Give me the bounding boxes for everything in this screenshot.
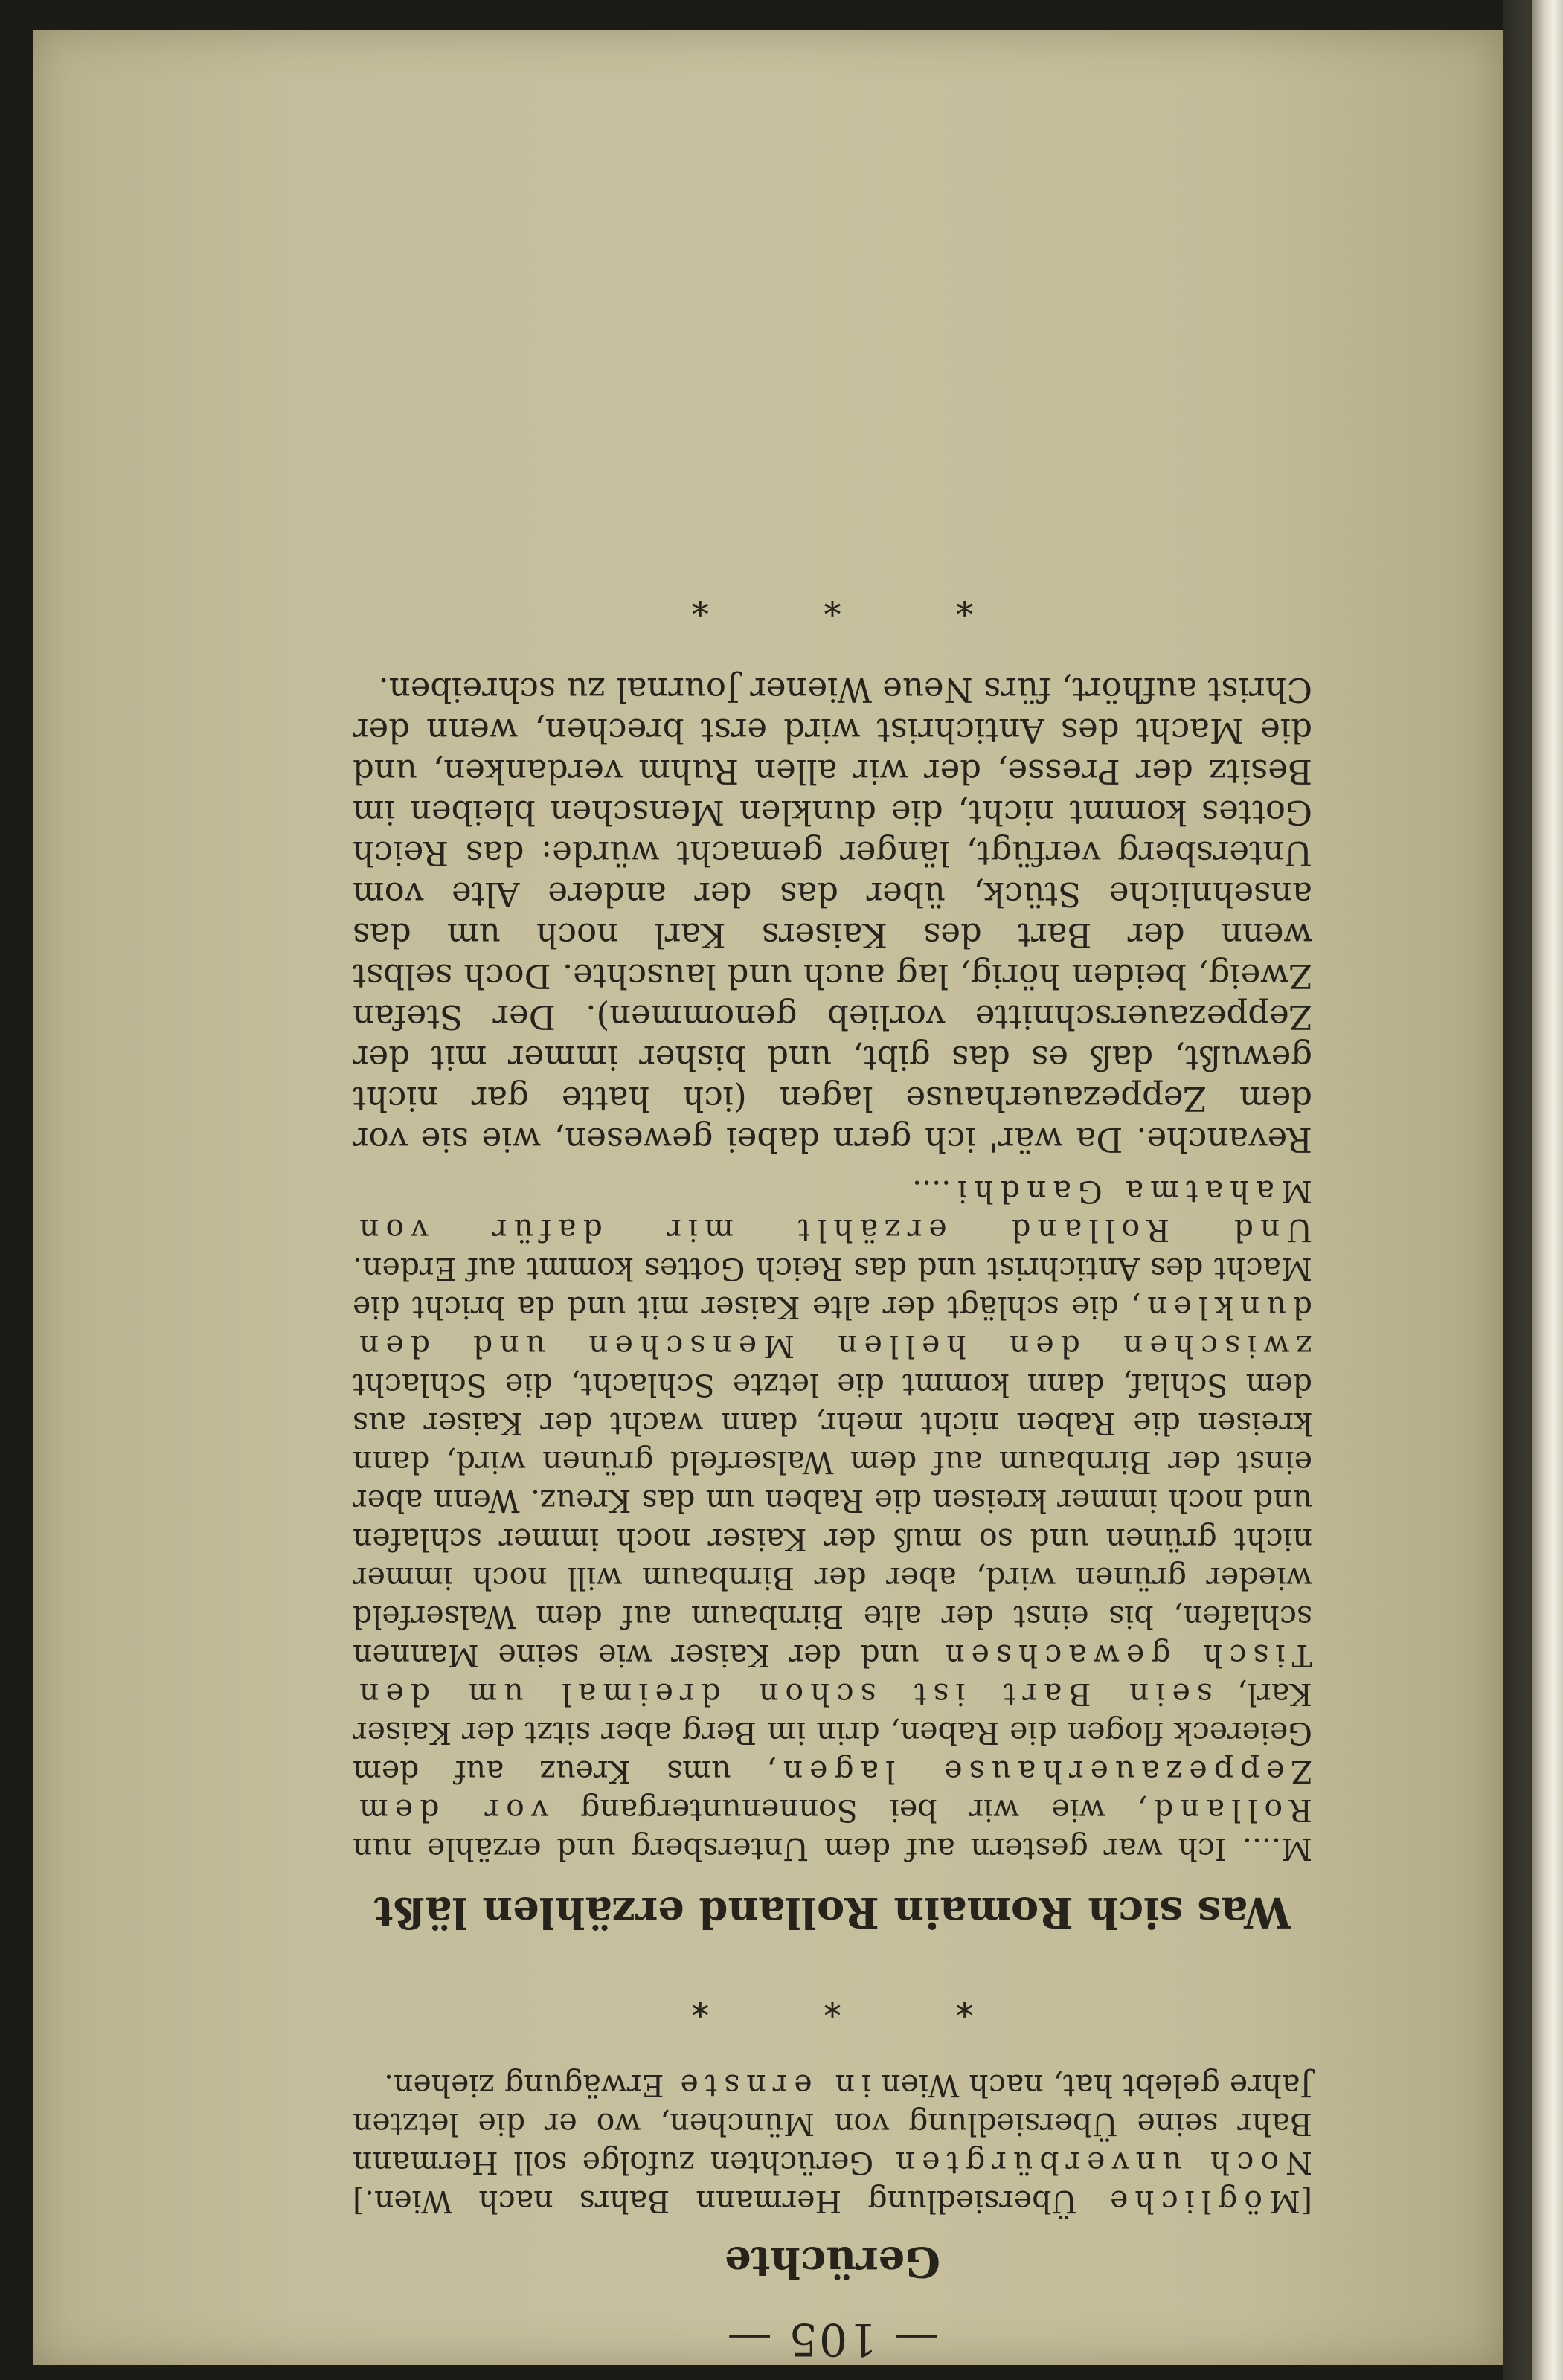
paragraph-rolland-quote (353, 1172, 1312, 1868)
spaced-text-run: Rolland (1146, 1792, 1312, 1828)
page-text-block (353, 416, 1312, 2365)
section-separator-stars: * * * (639, 1984, 974, 2024)
paragraph-revanche: Revanche. Da wär' ich gern dabei gewesen, wie sie vor dem Zeppezauerhause lagen (ich hatte gar nicht gewußt, daß es das gibt, und bisher immer mit der Zeppezauerschnitte vorlieb genommen). Der Stefan Zweig, beiden hörig, lag auch und lauschte. Doch selbst wenn der Bart des Kaisers Karl noch um das ansehnliche Stück, über das der andere Alte vom Untersberg verfügt, länger gemacht würde: das Reich Gottes kommt nicht, die dunklen Menschen bleiben im Besitz der Presse, der wir allen Ruhm verdanken, und die Macht des Antichrist wird erst brechen, wenn der Christ aufhört, fürs Neue Wiener Journal zu schreiben. (353, 670, 1312, 1160)
paragraph-geruechte (353, 2066, 1312, 2221)
text-run: .... (912, 1174, 951, 1209)
spaced-text-run: vor dem Zeppezauerhause lagen (353, 1754, 1312, 1828)
spaced-text-run: in ernste (673, 2068, 872, 2103)
text-run: , die schlägt der alte Kaiser mit und da bricht die Macht des Antichrist und das Reich Gottes kommt auf Erden. (353, 1251, 1312, 1325)
spaced-text-run: Mögliche (1103, 2184, 1300, 2219)
text-run: und der Kaiser wie seine Mannen schlafen, bis einst der alte Birnbaum auf dem Walserfeld wieder grünen wird, aber der Birnbaum will noch immer nicht grünen und so muß der Kaiser noch immer schlafen und noch immer kreisen die Raben um das Kreuz. Wenn aber einst der Birnbaum auf dem Walserfeld grünen wird, dann kreisen die Raben nicht mehr, dann wacht der Kaiser aus dem Schlaf, dann kommt die letzte Schlacht, die Schlacht (352, 1367, 1312, 1673)
text-run: [ (1300, 2184, 1312, 2219)
spaced-text-run: Und Rolland erzählt mir dafür von Mahatma Gandhi (353, 1174, 1312, 1248)
page-number: — 105 — (725, 2313, 940, 2365)
text-run: M.... Ich war gestern auf dem Untersberg und erzähle nun (353, 1831, 1312, 1867)
text-run: , wie wir bei Sonnenuntergang (548, 1792, 1147, 1828)
text-run: Übersiedlung Hermann Bahrs nach Wien.] (353, 2184, 1104, 2219)
facing-page-edge (1532, 0, 1563, 2380)
text-run: Erwägung ziehen. (383, 2068, 674, 2103)
text-run: , ums Kreuz auf dem Geiereck flogen die Raben, drin im Berg aber sitzt der Kaiser Karl, (353, 1676, 1312, 1789)
section-heading-geruechte: Gerüchte (725, 2237, 940, 2286)
text-run: Gerüchten zufolge soll Hermann Bahr seine Übersiedlung von München, wo er die letzten Jahre gelebt hat, nach Wien (352, 2068, 1312, 2181)
section-heading-rolland: Was sich Romain Rolland erzählen läßt (373, 1888, 1291, 1937)
spaced-text-run: sein Bart ist schon dreimal um den Tisch gewachsen (353, 1638, 1312, 1712)
section-separator-stars-end: * * * (639, 583, 974, 623)
spaced-text-run: Noch unverbürgten (888, 2145, 1312, 2181)
book-page (33, 30, 1503, 2365)
spaced-text-run: zwischen den hellen Menschen und den dunklen (353, 1290, 1312, 1364)
